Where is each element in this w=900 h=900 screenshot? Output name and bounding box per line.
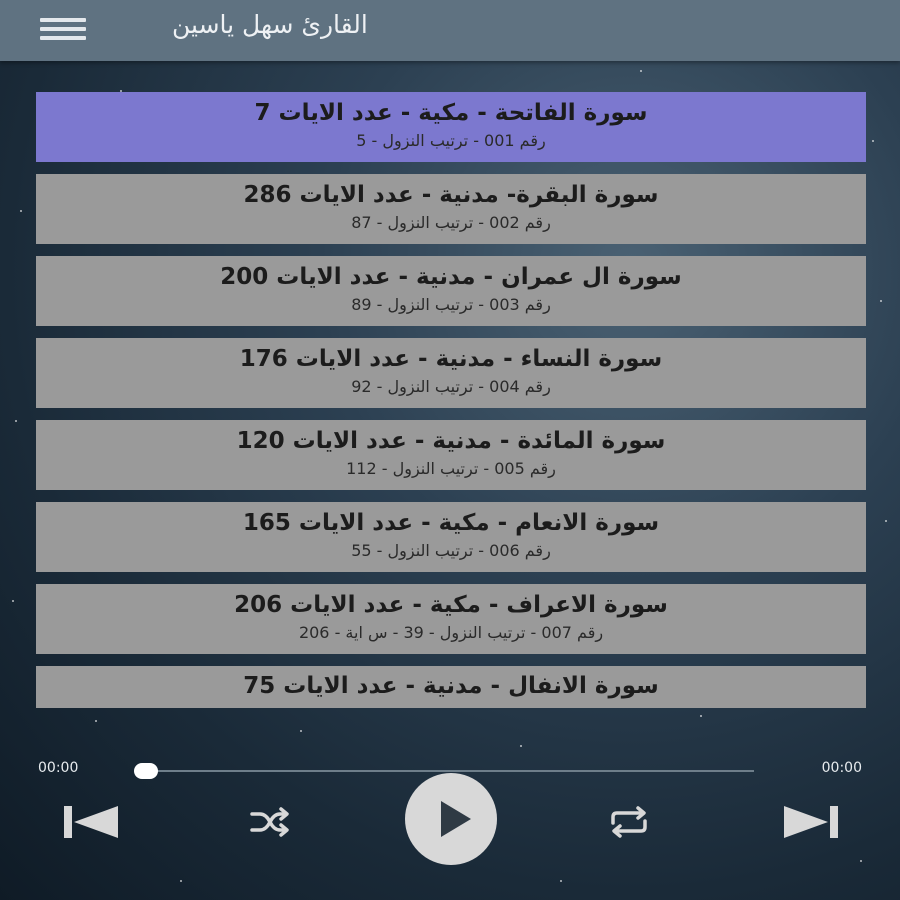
skip-next-icon[interactable] <box>780 802 842 842</box>
surah-subtitle: رقم 005 - ترتيب النزول - 112 <box>346 459 556 478</box>
surah-subtitle: رقم 004 - ترتيب النزول - 92 <box>351 377 551 396</box>
surah-title: سورة الاعراف - مكية - عدد الايات 206 <box>234 592 668 618</box>
app-title: القارئ سهل ياسين <box>172 10 368 39</box>
surah-list-item[interactable] <box>36 174 866 244</box>
surah-list-item[interactable] <box>36 256 866 326</box>
surah-title: سورة الفاتحة - مكية - عدد الايات 7 <box>254 100 648 126</box>
play-button[interactable] <box>405 773 497 865</box>
play-icon <box>405 773 497 865</box>
surah-title: سورة النساء - مدنية - عدد الايات 176 <box>239 346 663 372</box>
surah-list-item[interactable] <box>36 666 866 708</box>
surah-subtitle: رقم 001 - ترتيب النزول - 5 <box>356 131 546 150</box>
surah-list-item[interactable] <box>36 502 866 572</box>
surah-title: سورة المائدة - مدنية - عدد الايات 120 <box>236 428 666 454</box>
repeat-icon[interactable] <box>605 803 653 841</box>
app-bar <box>0 0 900 61</box>
surah-subtitle: رقم 003 - ترتيب النزول - 89 <box>351 295 551 314</box>
skip-previous-icon[interactable] <box>60 802 122 842</box>
surah-list-item[interactable] <box>36 338 866 408</box>
surah-list <box>36 92 866 720</box>
surah-subtitle: رقم 002 - ترتيب النزول - 87 <box>351 213 551 232</box>
surah-list-item[interactable] <box>36 92 866 162</box>
seek-thumb[interactable] <box>134 763 158 779</box>
current-time: 00:00 <box>38 760 79 776</box>
surah-list-item[interactable] <box>36 420 866 490</box>
surah-title: سورة البقرة- مدنية - عدد الايات 286 <box>243 182 659 208</box>
seek-bar[interactable] <box>146 770 754 772</box>
surah-title: سورة ال عمران - مدنية - عدد الايات 200 <box>220 264 682 290</box>
shuffle-icon[interactable] <box>248 804 292 840</box>
surah-list-item[interactable] <box>36 584 866 654</box>
surah-subtitle: رقم 007 - ترتيب النزول - 39 - س اية - 206 <box>298 623 604 642</box>
hamburger-menu-icon[interactable] <box>40 14 92 44</box>
surah-title: سورة الانفال - مدنية - عدد الايات 75 <box>243 673 659 699</box>
surah-subtitle: رقم 006 - ترتيب النزول - 55 <box>351 541 551 560</box>
total-time: 00:00 <box>821 760 862 776</box>
surah-title: سورة الانعام - مكية - عدد الايات 165 <box>242 510 660 536</box>
